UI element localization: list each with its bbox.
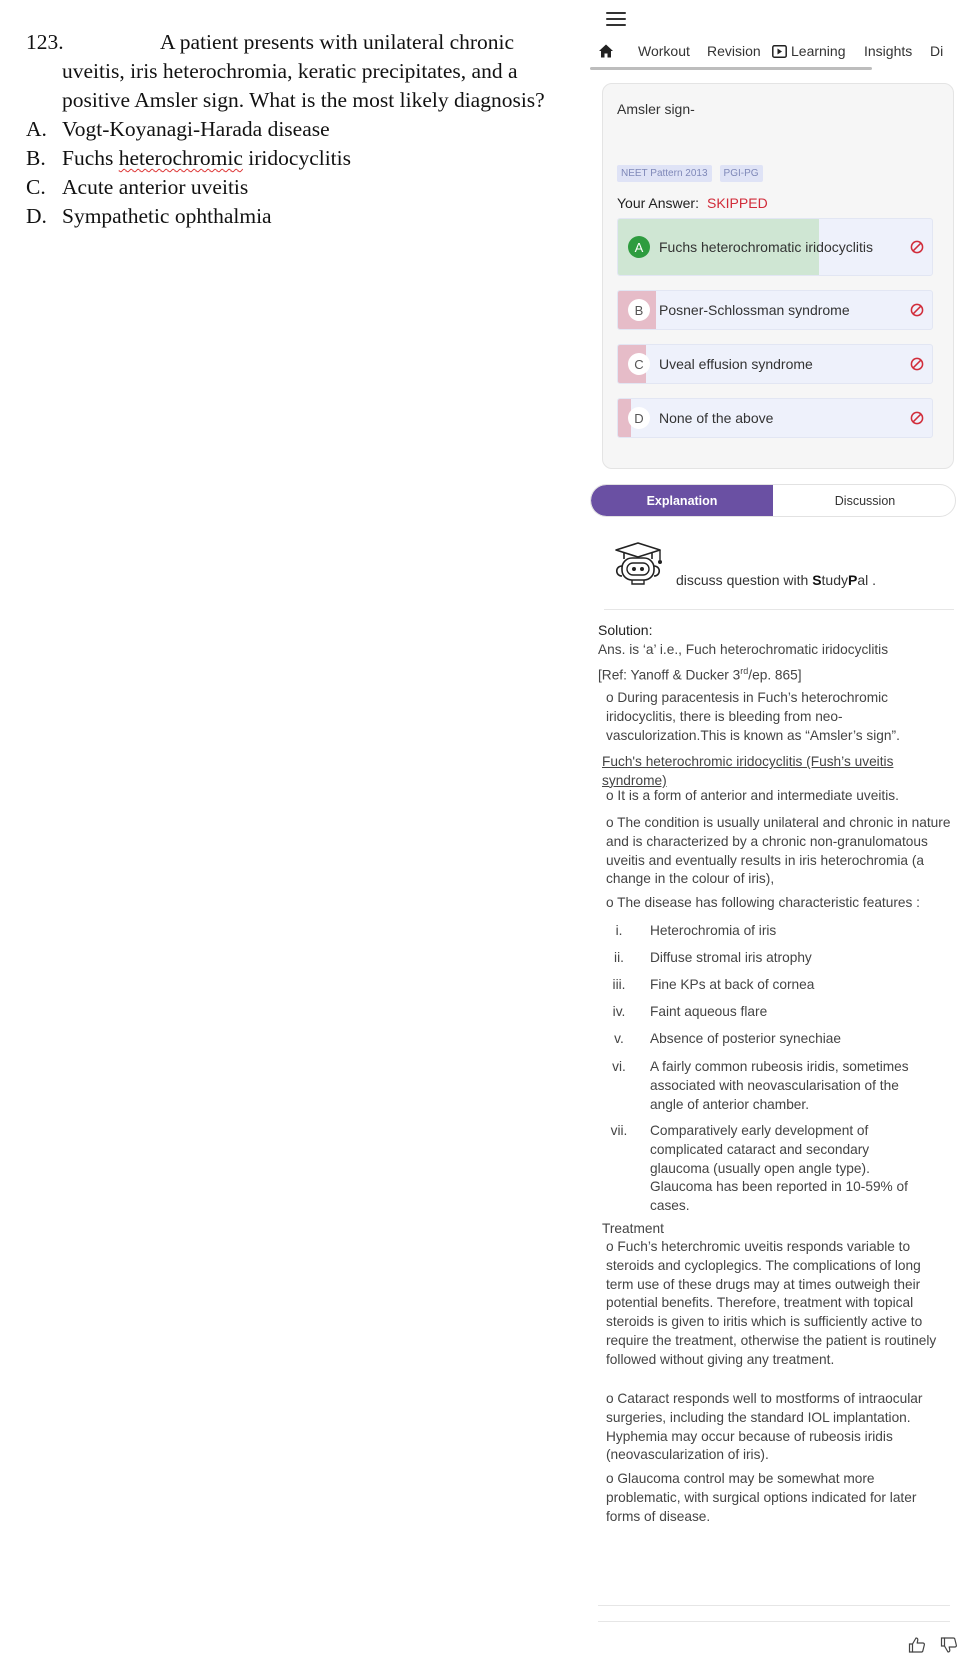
home-icon[interactable] — [598, 43, 614, 59]
option-letter: D — [628, 407, 650, 429]
tag-badge: PGI-PG — [720, 165, 763, 182]
your-answer-label: Your Answer: — [617, 195, 699, 211]
your-answer-row — [617, 195, 768, 211]
nav-label: Di — [930, 43, 944, 59]
tab-discussion[interactable]: Discussion — [834, 493, 896, 508]
doc-option-text: Sympathetic ophthalmia — [62, 204, 272, 228]
hamburger-menu-icon[interactable] — [606, 12, 626, 28]
answer-option-a[interactable] — [617, 218, 933, 276]
your-answer-status: SKIPPED — [706, 195, 768, 211]
treatment-paragraph: o Glaucoma control may be somewhat more problematic, with surgical options indicated for later forms of disease. — [606, 1471, 917, 1524]
nav-label: Revision — [707, 43, 761, 59]
top-navbar — [590, 38, 960, 70]
solution-heading: Solution: — [598, 622, 653, 638]
video-play-icon — [772, 45, 787, 58]
tab-explanation[interactable]: Explanation — [591, 485, 773, 516]
answer-option-d[interactable] — [617, 398, 933, 438]
question-card — [602, 83, 954, 469]
robot-graduate-icon — [610, 540, 666, 586]
doc-option-d — [26, 202, 566, 231]
doc-option-text: Vogt-Koyanagi-Harada disease — [62, 117, 330, 141]
solution-paragraph: o The disease has following characteristic features : — [606, 895, 920, 910]
doc-option-text: Acute anterior uveitis — [62, 175, 249, 199]
option-letter: A — [628, 236, 650, 258]
nav-revision[interactable] — [707, 43, 761, 59]
treatment-heading: Treatment — [602, 1221, 664, 1236]
tag-badge: NEET Pattern 2013 — [617, 165, 712, 182]
solution-paragraph: o The condition is usually unilateral and chronic in nature and is characterized by a chronic non-granulomatous uveitis and eventually results in iris heterochromia (a change in the colour of iris), — [606, 815, 951, 887]
divider — [598, 1621, 950, 1622]
doc-option-letter: C. — [26, 175, 46, 199]
option-text: Posner-Schlossman syndrome — [659, 302, 850, 318]
option-text: Fuchs heterochromatic iridocyclitis — [659, 239, 873, 255]
doc-option-letter: A. — [26, 117, 47, 141]
solution-reference: [Ref: Yanoff & Ducker 3rd/ep. 865] — [598, 666, 802, 683]
spellcheck-word[interactable]: heterochromic — [118, 146, 243, 170]
question-document — [26, 28, 566, 231]
doc-option-text: Fuchs heterochromic iridocyclitis — [62, 146, 351, 170]
doc-option-letter: D. — [26, 204, 47, 228]
question-text: A patient presents with unilateral chronic uveitis, iris heterochromia, keratic precipitates, and a positive Amsler sign. What is the most likely diagnosis? — [62, 30, 545, 112]
question-stem — [26, 28, 566, 115]
nav-label: Insights — [864, 43, 913, 59]
doc-option-c — [26, 173, 566, 202]
option-text: None of the above — [659, 410, 774, 426]
question-card-title: Amsler sign- — [617, 101, 695, 117]
not-selected-icon — [910, 240, 924, 254]
not-selected-icon — [910, 411, 924, 425]
app-panel: Workout Revision Learning Insights Di Amsler sign- NEET Pattern 2013 PGI-PG Your Answer: SKIPPED A Fuchs heterochromatic iridocyclitis B Posner-Schlossman syndrome C Uveal effusion syndrome D None of the above Explanation Discussion discuss question with StudyPal . Solution: Ans. is ‘a’ i.e., Fuch heterochromatic iridocyclitis [Ref: Yanoff & Ducker 3rd/ep. 865] o During paracentesis in Fuch’s heterochromic iridocyclitis, there is bleeding from neo-vasculorization.This is known as “Amsler’s sign”. Fuch's heterochromic iridocyclitis (Fush’s uveitis syndrome) o It is a form of anterior and intermediate uveitis. o The condition is usually unilateral and chronic in nature and is characterized by a chronic non-granulomatous uveitis and eventually results in iris heterochromia (a change in the colour of iris), o The disease has following characteristic features : i. Heterochromia of iris ii. Diffuse stromal iris atrophy iii. Fine KPs at back of cornea iv. Faint aqueous flare v. Absence of posterior synechiae vi. A fairly common rubeosis iridis, sometimes associated with neovascularisation of the angle of anterior chamber. vii. Comparatively early development of complicated cataract and secondary glaucoma (usually open angle type). Glaucoma has been reported in 10-59% of cases. Treatment o Fuch’s heterchromic uveitis responds variable to steroids and cycloplegics. The complications of long term use of these drugs may at times outweigh their potential benefits. Therefore, treatment with topical steroids is given to iritis which is sufficiently active to require the treatment, otherwise the patient is routinely followed without giving any treatment. o Cataract responds well to mostforms of intraocular surgeries, including the standard IOL implantation. Hyphemia may occur because of rubeosis iridis (neovascularization of iris). o Glaucoma control may be somewhat more problematic, with surgical options indicated for later forms of disease. — [590, 0, 960, 1677]
solution-subheading: Fuch's heterochromic iridocyclitis (Fush’s uveitis syndrome) — [602, 754, 894, 788]
divider — [598, 1605, 950, 1606]
not-selected-icon — [910, 303, 924, 317]
option-letter: C — [628, 353, 650, 375]
thumbs-down-icon[interactable] — [940, 1636, 958, 1654]
answer-option-c[interactable] — [617, 344, 933, 384]
doc-option-a — [26, 115, 566, 144]
thumbs-up-icon[interactable] — [908, 1636, 926, 1654]
treatment-paragraph: o Fuch’s heterchromic uveitis responds variable to steroids and cycloplegics. The complications of long term use of these drugs may at times outweigh their potential benefits. Therefore, treatment with topical steroids is given to iritis which is sufficiently active to require the treatment, otherwise the patient is routinely followed without giving any treatment. — [606, 1239, 937, 1367]
nav-label: Workout — [638, 43, 690, 59]
solution-answer: Ans. is ‘a’ i.e., Fuch heterochromatic iridocyclitis — [598, 642, 889, 657]
nav-learning[interactable] — [772, 43, 846, 59]
doc-option-b — [26, 144, 566, 173]
explanation-tabs — [590, 484, 956, 517]
not-selected-icon — [910, 357, 924, 371]
feedback-buttons — [908, 1636, 958, 1654]
studypal-banner[interactable] — [604, 540, 954, 610]
option-letter: B — [628, 299, 650, 321]
nav-label: Learning — [791, 43, 846, 59]
doc-option-letter: B. — [26, 146, 46, 170]
studypal-text: discuss question with StudyPal . — [676, 572, 877, 588]
nav-di[interactable] — [930, 43, 943, 59]
solution-paragraph: o It is a form of anterior and intermediate uveitis. — [606, 788, 899, 803]
nav-workout[interactable] — [638, 43, 690, 59]
treatment-paragraph: o Cataract responds well to mostforms of intraocular surgeries, including the standard IOL implantation. Hyphemia may occur because of rubeosis iridis (neovascularization of iris). — [606, 1391, 923, 1463]
option-text: Uveal effusion syndrome — [659, 356, 813, 372]
nav-insights[interactable] — [864, 43, 912, 59]
nav-scroll-indicator — [590, 67, 872, 70]
answer-option-b[interactable] — [617, 290, 933, 330]
tag-list — [617, 165, 763, 182]
solution-paragraph: o During paracentesis in Fuch’s heterochromic iridocyclitis, there is bleeding from neo-vasculorization.This is known as “Amsler’s sign”. — [606, 690, 900, 743]
question-number: 123. — [26, 30, 64, 54]
